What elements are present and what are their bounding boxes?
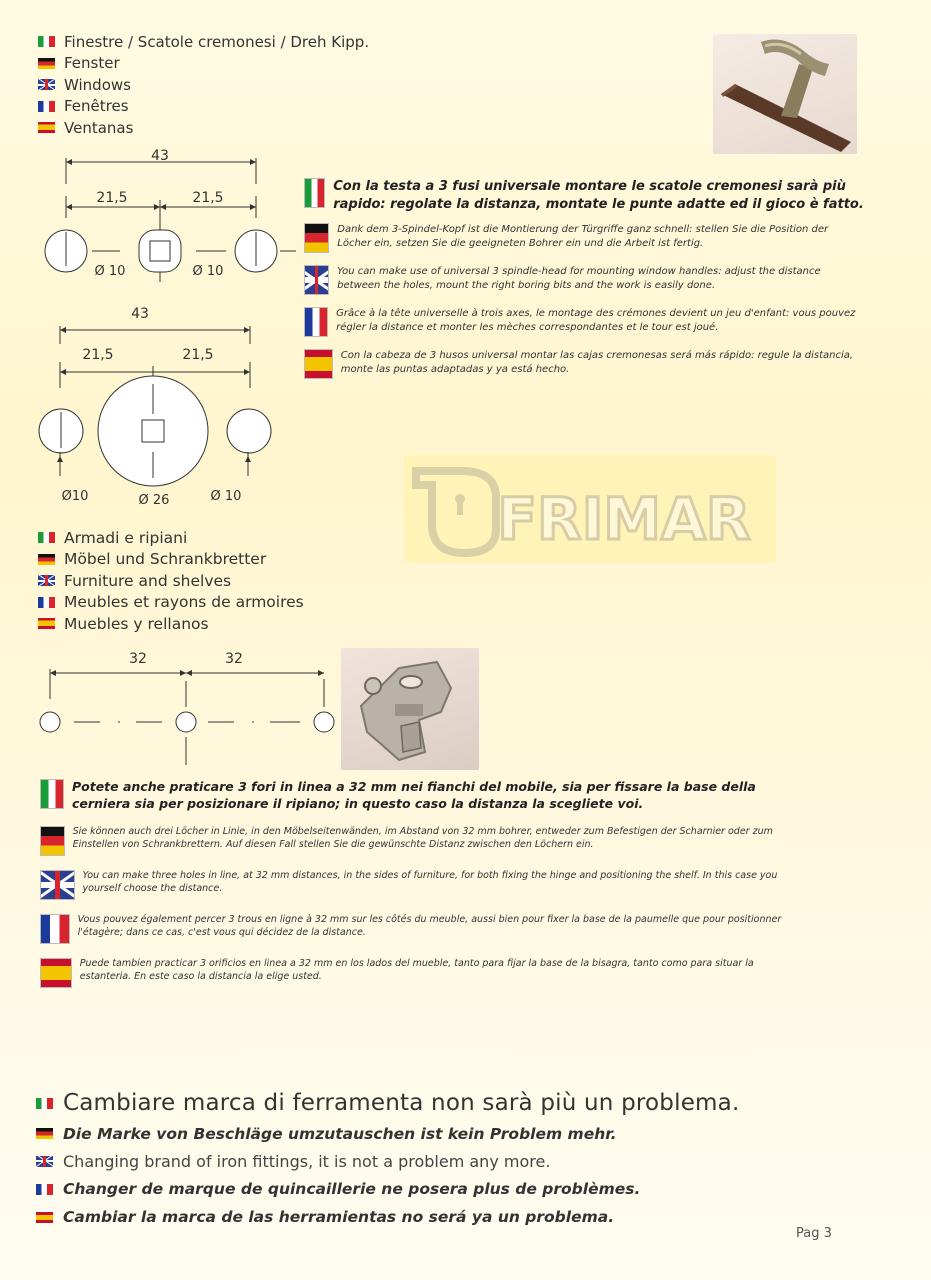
section2-label-uk: Furniture and shelves	[64, 571, 232, 590]
para-windows-es-text: Con la cabeza de 3 husos universal montar las cajas cremonesas será más rápido: regule la distancia, monte las puntas adaptadas y ya está hecho.	[340, 350, 854, 375]
section2-item-it	[38, 527, 304, 549]
para-windows-es	[304, 349, 864, 379]
para-windows-de-text: Dank dem 3-Spindel-Kopf ist die Montierung der Türgriffe ganz schnell: stellen Sie die Position der Löcher ein, setzen Sie die geeigneten Bohrer ein und die Arbeit ist fertig.	[337, 224, 829, 249]
para-furniture-it	[40, 779, 800, 813]
italy-flag-icon	[304, 178, 325, 208]
footer-title-fr-text: Changer de marque de quincaillerie ne posera plus de problèmes.	[63, 1180, 641, 1198]
section2-item-de	[38, 549, 304, 571]
para-furniture-de	[40, 826, 800, 856]
diagram-window-holes-top	[30, 140, 300, 290]
france-flag-icon	[36, 1184, 53, 1195]
para-windows-uk-text: You can make use of universal 3 spindle-head for mounting window handles: adjust the distance between the holes, mount the right boring bits and the work is easily done.	[337, 266, 821, 291]
footer-title-fr	[36, 1175, 836, 1203]
window-handle-photo	[713, 34, 857, 154]
diagram2-dia-center: Ø 26	[138, 493, 170, 508]
section2-label-fr: Meubles et rayons de armoires	[64, 593, 304, 612]
spain-flag-icon	[36, 1212, 53, 1223]
section1-item-fr	[38, 96, 369, 118]
para-windows-it-text: Con la testa a 3 fusi universale montare le scatole cremonesi sarà più rapido: regolate la distanza, montate le punte adatte ed il gioco è fatto.	[333, 179, 864, 212]
diagram1-dia-right: Ø 10	[192, 264, 224, 279]
footer-title-uk	[36, 1147, 836, 1175]
germany-flag-icon	[36, 1128, 53, 1139]
germany-flag-icon	[38, 554, 55, 565]
footer-title-uk-text: Changing brand of iron fittings, it is not a problem any more.	[63, 1151, 551, 1171]
section2-label-es: Muebles y rellanos	[64, 614, 209, 633]
diagram-window-holes-bottom	[30, 300, 300, 515]
section1-item-it	[38, 31, 369, 53]
section1-label-fr: Fenêtres	[64, 97, 129, 116]
footer-title-de	[36, 1120, 836, 1147]
spain-flag-icon	[38, 618, 55, 629]
germany-flag-icon	[40, 826, 65, 856]
para-furniture-uk	[40, 870, 800, 900]
section1-item-de	[38, 53, 369, 75]
germany-flag-icon	[304, 223, 329, 253]
france-flag-icon	[304, 307, 328, 337]
logo-wordmark: FRIMAR	[497, 485, 751, 553]
section2-item-es	[38, 613, 304, 635]
diagram2-dia-right: Ø 10	[210, 489, 242, 504]
para-furniture-de-text: Sie können auch drei Löcher in Linie, in den Möbelseitenwänden, im Abstand von 32 mm bohrer, entweder zum Befestigen der Scharnier oder zum Einstellen von Schrankbrettern. Auf diesen Fall stellen Sie die gewünschte Distanz zwischen den Löchern ein.	[72, 825, 773, 850]
section1-item-es	[38, 117, 369, 139]
para-furniture-fr-text: Vous pouvez également percer 3 trous en ligne à 32 mm sur les côtés du meuble, aussi bien pour fixer la base de la paumelle que pour positionner l'étagère; dans ce cas, c'est vous qui décidez de la distance.	[77, 913, 782, 938]
section2-item-uk	[38, 570, 304, 592]
page-number: Pag 3	[796, 1226, 832, 1241]
section2-label-de: Möbel und Schrankbretter	[64, 550, 267, 569]
uk-flag-icon	[36, 1156, 53, 1167]
uk-flag-icon	[40, 870, 75, 900]
france-flag-icon	[40, 914, 70, 944]
footer-title-es	[36, 1203, 836, 1231]
italy-flag-icon	[36, 1098, 53, 1109]
section1-title-list	[38, 31, 369, 139]
para-furniture-uk-text: You can make three holes in line, at 32 mm distances, in the sides of furniture, for both fixing the hinge and positioning the shelf. In this case you yourself choose the distance.	[82, 869, 778, 894]
section2-label-it: Armadi e ripiani	[64, 528, 188, 547]
diagram1-total-label: 43	[151, 148, 169, 164]
para-furniture-it-text: Potete anche praticare 3 fori in linea a 32 mm nei fianchi del mobile, sia per fissare la base della cerniera sia per posizionare il ripiano; in questo caso la distanza la scegliete voi.	[71, 779, 756, 811]
footer-title-it	[36, 1086, 836, 1120]
para-windows-fr	[304, 307, 864, 337]
italy-flag-icon	[38, 532, 55, 543]
para-furniture-es-text: Puede tambien practicar 3 orificios en linea a 32 mm en los lados del mueble, tanto para fijar la base de la bisagra, tanto como para situar la estanteria. En este caso la distancia la elige usted.	[79, 957, 754, 982]
para-windows-it	[304, 178, 864, 213]
uk-flag-icon	[38, 575, 55, 586]
section1-label-uk: Windows	[64, 75, 131, 94]
hinge-plate-photo	[341, 648, 479, 770]
diagram3-right-label: 32	[225, 651, 243, 667]
paragraphs-furniture	[40, 779, 800, 988]
diagram2-right-label: 21,5	[182, 347, 214, 363]
section1-label-es: Ventanas	[64, 118, 134, 137]
france-flag-icon	[38, 597, 55, 608]
uk-flag-icon	[304, 265, 329, 295]
diagram2-dia-left: Ø10	[61, 489, 89, 504]
section2-title-list	[38, 527, 304, 635]
uk-flag-icon	[38, 79, 55, 90]
diagram-shelf-holes	[30, 645, 340, 770]
france-flag-icon	[38, 101, 55, 112]
footer-title-it-text: Cambiare marca di ferramenta non sarà più un problema.	[63, 1090, 740, 1116]
footer-titles	[36, 1086, 836, 1231]
diagram1-right-label: 21,5	[192, 190, 224, 206]
italy-flag-icon	[38, 36, 55, 47]
italy-flag-icon	[40, 779, 64, 809]
footer-title-es-text: Cambiar la marca de las herramientas no será ya un problema.	[63, 1208, 615, 1226]
spain-flag-icon	[38, 122, 55, 133]
para-windows-de	[304, 223, 864, 253]
para-furniture-fr	[40, 914, 800, 944]
section1-label-de: Fenster	[64, 54, 120, 73]
section1-item-uk	[38, 74, 369, 96]
frimar-logo	[404, 455, 776, 563]
para-windows-uk	[304, 265, 864, 295]
diagram3-left-label: 32	[129, 651, 147, 667]
section2-item-fr	[38, 592, 304, 614]
diagram1-dia-left: Ø 10	[94, 264, 126, 279]
para-furniture-es	[40, 958, 800, 988]
germany-flag-icon	[38, 58, 55, 69]
section1-label-it: Finestre / Scatole cremonesi / Dreh Kipp.	[64, 32, 370, 51]
para-windows-fr-text: Grâce à la tête universelle à trois axes, le montage des crémones devient un jeu d'enfant: vous pouvez régler la distance et monter les mèches correspondantes et le tour est joué.	[336, 308, 856, 333]
diagram1-left-label: 21,5	[96, 190, 128, 206]
diagram2-total-label: 43	[131, 306, 149, 322]
paragraphs-windows	[304, 178, 864, 379]
spain-flag-icon	[304, 349, 333, 379]
footer-title-de-text: Die Marke von Beschläge umzutauschen ist kein Problem mehr.	[63, 1124, 617, 1143]
spain-flag-icon	[40, 958, 72, 988]
diagram2-left-label: 21,5	[82, 347, 114, 363]
